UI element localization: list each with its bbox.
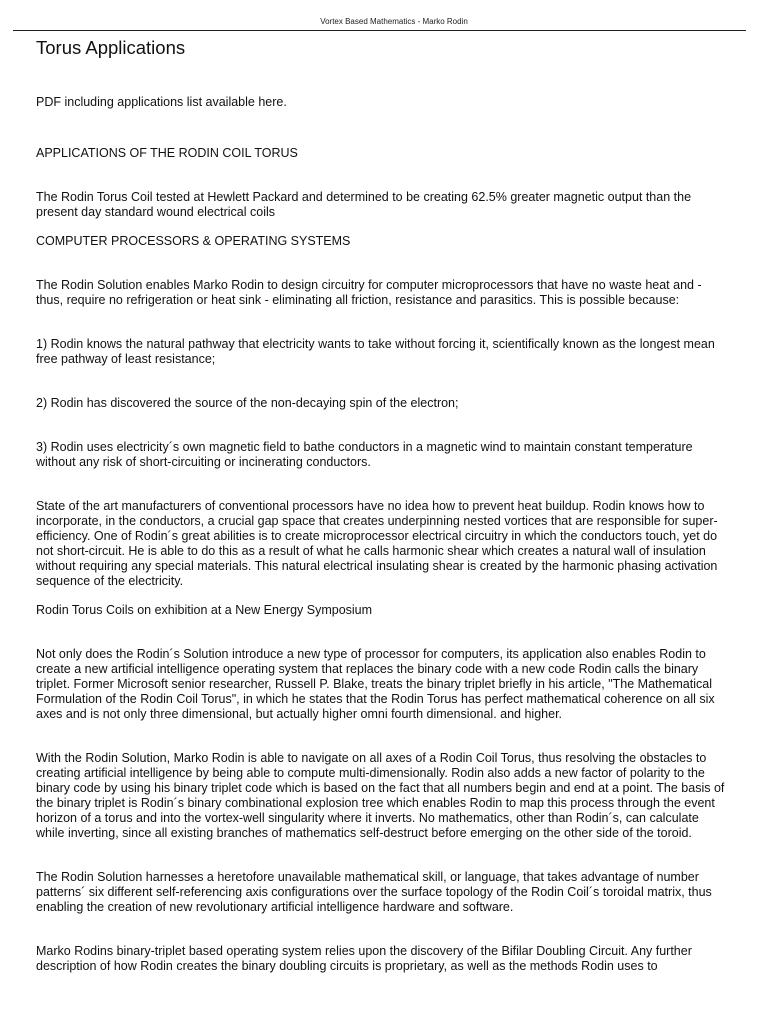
running-header: Vortex Based Mathematics - Marko Rodin: [320, 17, 468, 26]
paragraph-hewlett-packard: The Rodin Torus Coil tested at Hewlett Packard and determined to be creating 62.5% greater magnetic output than the present day standard wound electrical coils: [36, 190, 692, 219]
paragraph-mathematical-skill: The Rodin Solution harnesses a heretofore unavailable mathematical skill, or language, that takes advantage of number patterns´ six different self-referencing axis configurations over the surface topology of the Rodin Coil´s toroidal matrix, thus enabling the creation of new revolutionary artificial intelligence hardware and software.: [36, 870, 712, 914]
paragraph-bifilar-circuit: Marko Rodins binary-triplet based operating system relies upon the discovery of the Bifilar Doubling Circuit. Any further description of how Rodin creates the binary doubling circuits is proprietary, as well as the methods Rodin uses to: [36, 944, 692, 973]
document-body: [36, 95, 728, 974]
list-item-2: 2) Rodin has discovered the source of the non-decaying spin of the electron;: [36, 396, 459, 410]
paragraph-manufacturers: State of the art manufacturers of conventional processors have no idea how to prevent heat buildup. Rodin knows how to incorporate, in the conductors, a crucial gap space that creates underpinning nested vortices that are responsible for super-efficiency. One of Rodin´s great abilities is to create microprocessor electrical circuitry in which the conductors touch, yet do not short-circuit. He is able to do this as a result of what he calls harmonic shear which creates a natural wall of insulation without requiring any special materials. This natural electrical insulating shear is created by the harmonic phasing activation sequence of the electricity.: [36, 499, 718, 588]
paragraph-navigation: With the Rodin Solution, Marko Rodin is able to navigate on all axes of a Rodin Coil Torus, thus resolving the obstacles to creating artificial intelligence by being able to compute multi-dimensionally. Rodin also adds a new factor of polarity to the binary code by using his binary triplet code which is based on the fact that all numbers begin and end at a point. The basis of the binary triplet is Rodin´s binary combinational explosion tree which enables Rodin to map this process through the event horizon of a torus and into the vortex-well singularity where it inverts. No mathematics, other than Rodin´s, can calculate while inverting, since all existing branches of mathematics self-destruct before emerging on the other side of the toroid.: [36, 751, 725, 840]
page-title: Torus Applications: [36, 37, 186, 58]
list-item-1: 1) Rodin knows the natural pathway that electricity wants to take without forcing it, scientifically known as the longest mean free pathway of least resistance;: [36, 337, 715, 366]
paragraph-operating-system: Not only does the Rodin´s Solution introduce a new type of processor for computers, its application also enables Rodin to create a new artificial intelligence operating system that replaces the binary code with a new code Rodin calls the binary triplet. Former Microsoft senior researcher, Russell P. Blake, treats the binary triplet briefly in his article, "The Mathematical Formulation of the Rodin Coil Torus", in which he states that the Rodin Torus has perfect mathematical coherence on all six axes and is not only three dimensional, but actually higher omni fourth dimensional. and higher.: [36, 647, 715, 721]
intro-link-text[interactable]: PDF including applications list available here.: [36, 95, 287, 109]
header-divider: [13, 30, 746, 31]
section-heading-processors: COMPUTER PROCESSORS & OPERATING SYSTEMS: [36, 234, 351, 248]
image-caption-exhibition: Rodin Torus Coils on exhibition at a New Energy Symposium: [36, 603, 373, 617]
paragraph-rodin-solution: The Rodin Solution enables Marko Rodin to design circuitry for computer microprocessors that have no waste heat and - thus, require no refrigeration or heat sink - eliminating all friction, resistance and parasitics. This is possible because:: [36, 278, 702, 307]
section-heading-applications: APPLICATIONS OF THE RODIN COIL TORUS: [36, 146, 298, 160]
list-item-3: 3) Rodin uses electricity´s own magnetic field to bathe conductors in a magnetic wind to maintain constant temperature without any risk of short-circuiting or incinerating conductors.: [36, 440, 693, 469]
